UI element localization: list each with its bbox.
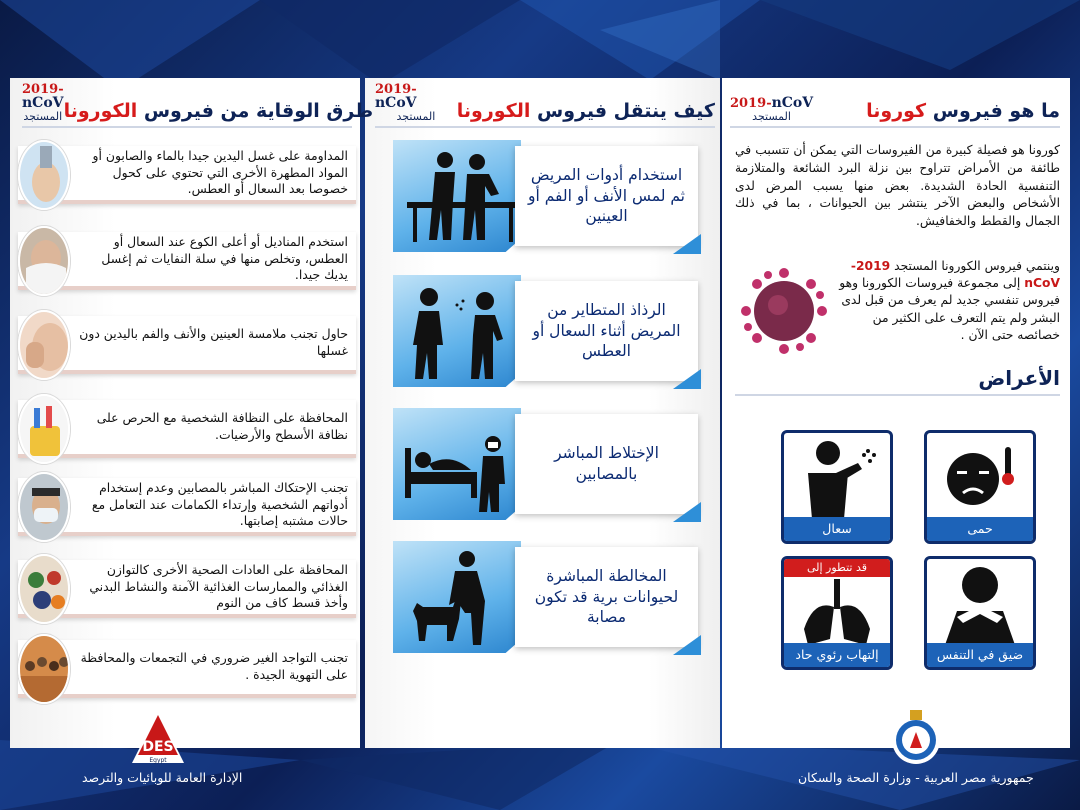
cough-tile: سعال bbox=[781, 430, 893, 544]
about-title: ما هو فيروس كورونا bbox=[866, 100, 1060, 122]
face-mask-photo bbox=[18, 472, 70, 542]
tissue-sneeze-photo bbox=[18, 226, 70, 296]
transmission-item: المخالطة المباشرة لحيوانات برية قد تكون مصابة bbox=[393, 541, 703, 653]
prevention-item: المحافظة على العادات الصحية الأخرى كالتوازن الغذائي والممارسات الغذائية الآمنة والنشاط البدني وأخذ قسط كاف من النوم bbox=[18, 560, 356, 618]
ncov-badge: 2019-nCoV المستجد bbox=[22, 82, 64, 123]
prevention-item: المداومة على غسل اليدين جيدا بالماء والصابون أو المواد المطهرة الأخرى التي تحتوي على كحول خصوصا بعد السعال أو العطس. bbox=[18, 146, 356, 204]
pneumonia-tile: قد تتطور إلى إلتهاب رئوي حاد bbox=[781, 556, 893, 670]
ncov-description: وينتمي فيروس الكورونا المستجد 2019-nCoV إلى مجموعة فيروسات الكورونا وهو فيروس تنفسي جديد لم يعرف من قبل لدى البشر ولم يتم التعرف على الكثير من خصائصه حتى الآن . bbox=[839, 259, 1060, 342]
transmission-header bbox=[375, 82, 715, 128]
may-develop-tag: قد تتطور إلى bbox=[784, 559, 890, 577]
prevention-item: المحافظة على النظافة الشخصية مع الحرص على نظافة الأسطح والأرضيات. bbox=[18, 400, 356, 458]
crowd-photo bbox=[18, 634, 70, 704]
svg-text:DES: DES bbox=[142, 739, 174, 755]
prevention-title: طرق الوقاية من فيروس الكورونا bbox=[63, 100, 374, 122]
healthy-food-photo bbox=[18, 554, 70, 624]
virus-icon bbox=[738, 265, 830, 357]
shortness-of-breath-icon bbox=[927, 559, 1033, 645]
hand-washing-photo bbox=[18, 140, 70, 210]
transmission-title: كيف ينتقل فيروس الكورونا bbox=[456, 100, 715, 122]
ministry-name: جمهورية مصر العربية - وزارة الصحة والسكان bbox=[798, 770, 1034, 785]
prevention-item: استخدم المناديل أو أعلى الكوع عند السعال أو العطس، وتخلص منها في سلة النفايات ثم إغسل يديك جيدا. bbox=[18, 232, 356, 290]
animal-contact-icon bbox=[393, 541, 521, 653]
svg-text:Egypt: Egypt bbox=[149, 757, 167, 764]
prevention-item: تجنب الإحتكاك المباشر بالمصابين وعدم إستخدام أدواتهم الشخصية وإرتداء الكمامات عند التعامل مع حالات مشتبه إصابتها. bbox=[18, 478, 356, 536]
prevention-item: حاول تجنب ملامسة العينين والأنف والفم باليدين دون غسلها bbox=[18, 316, 356, 374]
fever-icon bbox=[927, 433, 1033, 519]
fever-tile: حمى bbox=[924, 430, 1036, 544]
coronavirus-intro: كورونا هو فصيلة كبيرة من الفيروسات التي يمكن أن تتسبب في طائفة من الأمراض تتراوح بين نزلة البرد الشائعة والمتلازمة التنفسية الحادة الشديدة. بعض منها يسبب المرض لدى الأشخاص والبعض الآخر ينتشر بين الحيوانات ، بما في ذلك الجمال والقطط والخفافيش. bbox=[735, 143, 1060, 229]
transmission-item: استخدام أدوات المريض ثم لمس الأنف أو الفم أو العينين bbox=[393, 140, 703, 252]
prevention-header bbox=[22, 82, 374, 128]
transmission-item: الإختلاط المباشر بالمصابين bbox=[393, 408, 703, 520]
face-touch-photo bbox=[18, 310, 70, 380]
patient-contact-icon bbox=[393, 408, 521, 520]
shortness-of-breath-tile: ضيق في التنفس bbox=[924, 556, 1036, 670]
ministry-of-health-logo bbox=[888, 708, 944, 766]
transmission-item: الرذاذ المتطاير من المريض أثناء السعال أو العطس bbox=[393, 275, 703, 387]
cough-icon bbox=[784, 433, 890, 519]
ncov-badge: 2019-nCoV المستجد bbox=[730, 95, 814, 123]
prevention-item: تجنب التواجد الغير ضروري في التجمعات والمحافظة على التهوية الجيدة . bbox=[18, 640, 356, 698]
symptoms-title: الأعراض bbox=[735, 366, 1060, 396]
cleaning-supplies-photo bbox=[18, 394, 70, 464]
shared-items-icon bbox=[393, 140, 521, 252]
cough-spread-icon bbox=[393, 275, 521, 387]
des-logo bbox=[128, 707, 188, 767]
epidemiology-department: الإدارة العامة للوبائيات والترصد bbox=[82, 770, 243, 785]
ncov-badge: 2019-nCoV المستجد bbox=[375, 82, 436, 123]
about-header bbox=[730, 90, 1060, 128]
